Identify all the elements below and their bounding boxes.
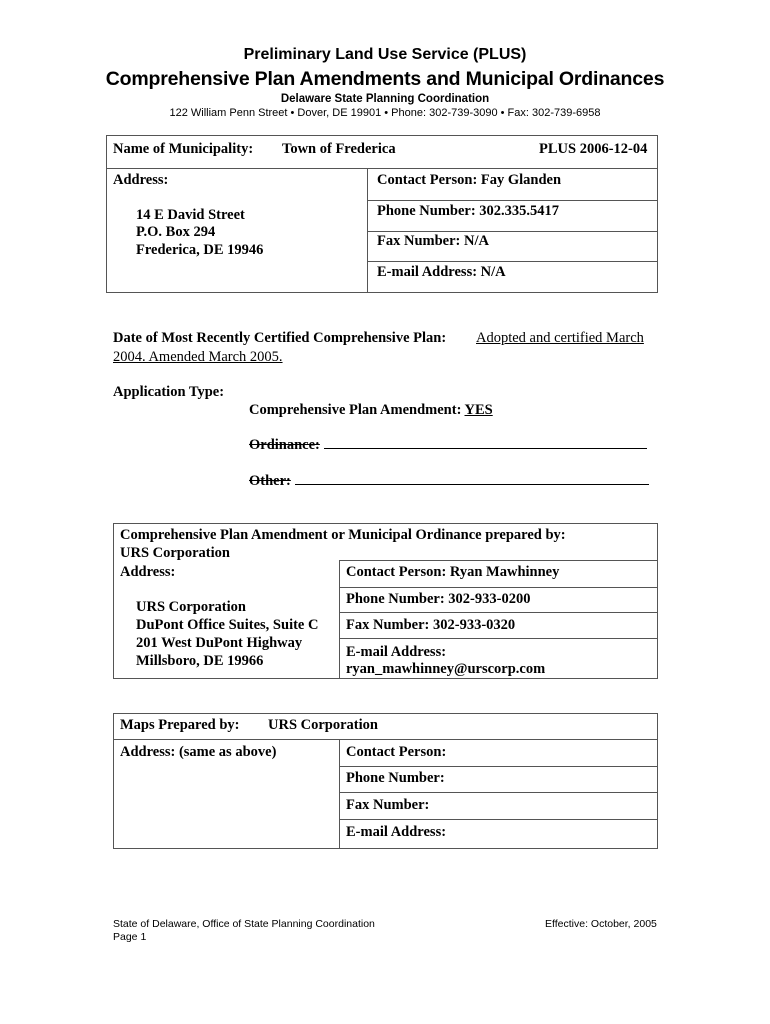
ordinance-label: Ordinance: bbox=[249, 437, 320, 453]
divider bbox=[113, 739, 658, 740]
municipality-address-line: Frederica, DE 19946 bbox=[136, 242, 264, 258]
divider bbox=[339, 739, 340, 849]
divider bbox=[367, 231, 658, 232]
plan-date-value-line2: 2004. Amended March 2005. bbox=[113, 349, 283, 365]
divider bbox=[339, 560, 658, 561]
preparer-address-line: DuPont Office Suites, Suite C bbox=[136, 617, 319, 633]
maps-address-label: Address: (same as above) bbox=[120, 744, 277, 760]
other-label: Other: bbox=[249, 473, 291, 489]
preparer-address-line: 201 West DuPont Highway bbox=[136, 635, 303, 651]
municipality-name-value: Town of Frederica bbox=[282, 141, 396, 157]
form-title: Preliminary Land Use Service (PLUS) bbox=[243, 46, 527, 63]
divider bbox=[339, 587, 658, 588]
ordinance-row bbox=[249, 437, 647, 454]
divider bbox=[339, 792, 658, 793]
municipality-address-line: P.O. Box 294 bbox=[136, 224, 216, 240]
footer-page-number: Page 1 bbox=[113, 931, 147, 943]
preparer-heading: Comprehensive Plan Amendment or Municipal Ordinance prepared by: bbox=[120, 527, 566, 543]
maps-prepared-value: URS Corporation bbox=[268, 717, 378, 733]
municipality-phone: Phone Number: 302.335.5417 bbox=[377, 203, 560, 219]
other-row bbox=[249, 473, 649, 490]
comp-plan-amendment-row bbox=[249, 402, 493, 419]
ordinance-blank-line bbox=[324, 447, 647, 449]
divider bbox=[339, 638, 658, 639]
divider bbox=[367, 200, 658, 201]
municipality-name-label: Name of Municipality: bbox=[113, 141, 254, 157]
municipality-contact-person: Contact Person: Fay Glanden bbox=[377, 172, 562, 188]
agency-name: Delaware State Planning Coordination bbox=[280, 93, 490, 105]
agency-contact-line: 122 William Penn Street • Dover, DE 19901 • Phone: 302-739-3090 • Fax: 302-739-6958 bbox=[169, 107, 601, 119]
preparer-email-label: E-mail Address: bbox=[346, 644, 447, 660]
preparer-email-value: ryan_mawhinney@urscorp.com bbox=[346, 661, 546, 677]
footer-effective-date: Effective: October, 2005 bbox=[545, 918, 657, 930]
application-type-label: Application Type: bbox=[113, 384, 225, 400]
municipality-address-label: Address: bbox=[113, 172, 169, 188]
divider bbox=[367, 261, 658, 262]
divider bbox=[339, 819, 658, 820]
municipality-email: E-mail Address: N/A bbox=[377, 264, 506, 280]
plan-date-label: Date of Most Recently Certified Comprehensive Plan: bbox=[113, 330, 447, 346]
municipality-address-line: 14 E David Street bbox=[136, 207, 245, 223]
divider bbox=[339, 766, 658, 767]
maps-contact-person: Contact Person: bbox=[346, 744, 447, 760]
maps-phone: Phone Number: bbox=[346, 770, 445, 786]
maps-prepared-label: Maps Prepared by: bbox=[120, 717, 240, 733]
preparer-firm: URS Corporation bbox=[120, 545, 230, 561]
other-blank-line bbox=[295, 483, 649, 485]
municipality-fax: Fax Number: N/A bbox=[377, 233, 489, 249]
preparer-contact-person: Contact Person: Ryan Mawhinney bbox=[346, 564, 560, 580]
plus-id: PLUS 2006-12-04 bbox=[539, 141, 648, 157]
preparer-phone: Phone Number: 302-933-0200 bbox=[346, 591, 531, 607]
divider bbox=[106, 168, 658, 169]
maps-email: E-mail Address: bbox=[346, 824, 447, 840]
preparer-address-line: Millsboro, DE 19966 bbox=[136, 653, 264, 669]
divider bbox=[339, 560, 340, 679]
plan-date-value-line1: Adopted and certified March bbox=[476, 330, 644, 346]
footer-office: State of Delaware, Office of State Planning Coordination bbox=[113, 918, 375, 930]
form-subtitle: Comprehensive Plan Amendments and Municipal Ordinances bbox=[105, 68, 665, 90]
comp-plan-amendment-label: Comprehensive Plan Amendment: bbox=[249, 402, 462, 418]
comp-plan-amendment-value: YES bbox=[464, 402, 493, 418]
divider bbox=[339, 612, 658, 613]
preparer-address-label: Address: bbox=[120, 564, 176, 580]
preparer-address-line: URS Corporation bbox=[136, 599, 246, 615]
maps-fax: Fax Number: bbox=[346, 797, 430, 813]
preparer-fax: Fax Number: 302-933-0320 bbox=[346, 617, 516, 633]
